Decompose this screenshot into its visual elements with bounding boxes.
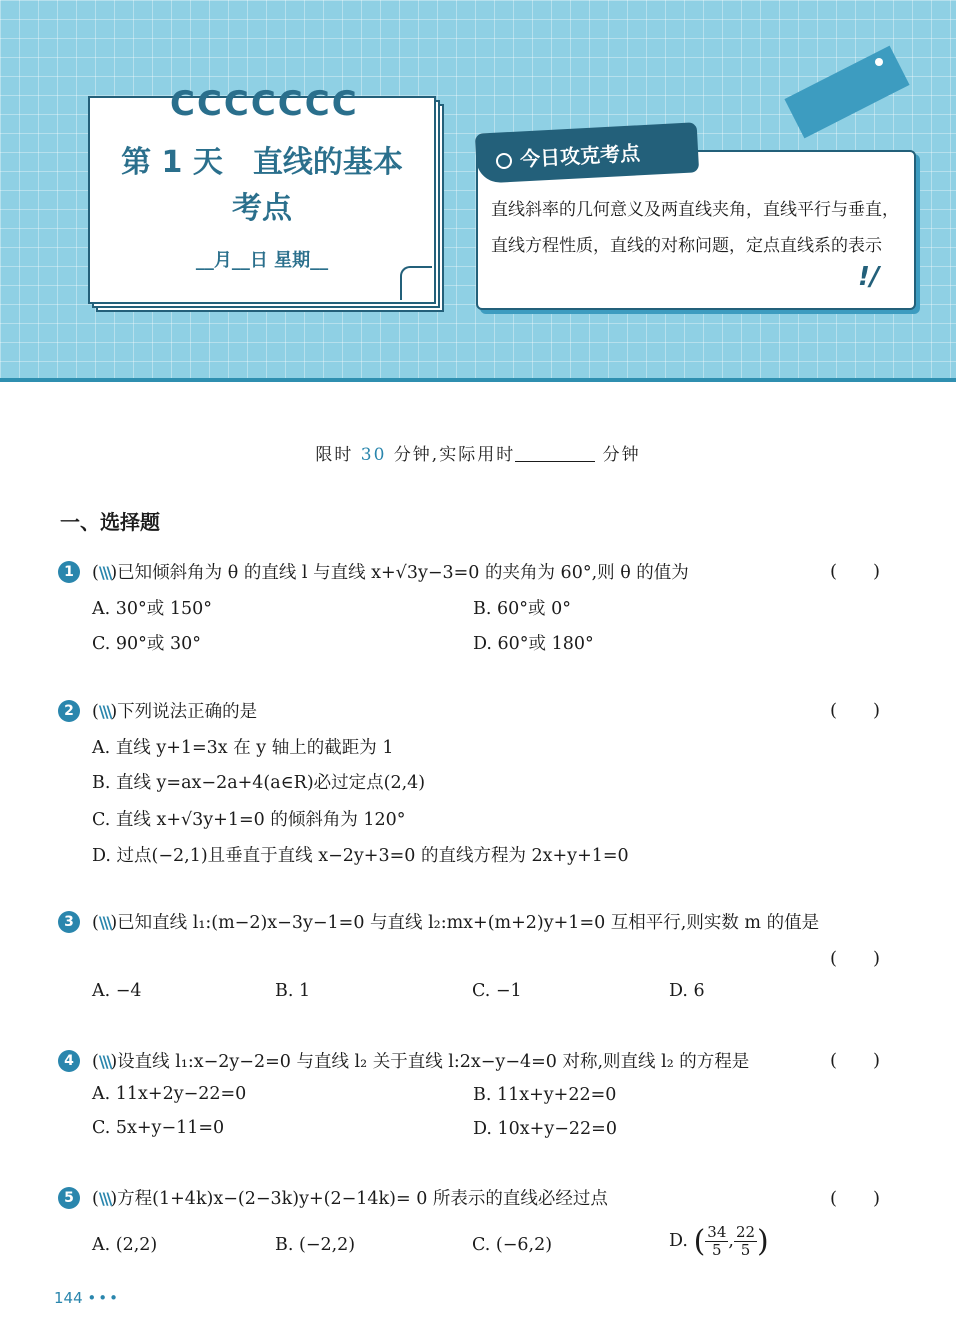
circle-icon bbox=[496, 153, 512, 169]
difficulty-icon: \\\ bbox=[98, 1189, 111, 1208]
timer-minutes: 30 bbox=[360, 445, 387, 465]
day-title bbox=[104, 140, 420, 232]
difficulty-icon: \\\ bbox=[98, 913, 111, 932]
option[interactable]: B. 直线 y=ax−2a+4(a∈R)必过定点(2,4) bbox=[92, 773, 426, 793]
answer-blank[interactable]: () bbox=[830, 948, 917, 969]
paren-close: ) bbox=[757, 1224, 769, 1259]
question-text: )设直线 l₁:x−2y−2=0 与直线 l₂ 关于直线 l:2x−y−4=0 对称,则直线 l₂ 的方程是 bbox=[110, 1052, 750, 1072]
tape-dot bbox=[875, 58, 883, 66]
question-number: 3 bbox=[58, 911, 80, 933]
timer-prefix: 限时 bbox=[315, 445, 354, 465]
option[interactable]: B. 11x+y+22=0 bbox=[473, 1085, 617, 1105]
option[interactable]: A. (2,2) bbox=[92, 1235, 158, 1255]
difficulty-icon: \\\ bbox=[98, 563, 111, 582]
time-limit bbox=[0, 440, 956, 465]
option[interactable]: B. 60°或 0° bbox=[473, 599, 571, 619]
question-stem: (\\\)已知直线 l₁:(m−2)x−3y−1=0 与直线 l₂:mx+(m+2)y+1=0 互相平行,则实数 m 的值是 bbox=[92, 913, 820, 933]
question-stem: (\\\)下列说法正确的是 bbox=[92, 702, 258, 722]
option[interactable]: A. 直线 y+1=3x 在 y 轴上的截距为 1 bbox=[92, 738, 394, 758]
binder-rings: CCCCCCC bbox=[170, 84, 359, 124]
answer-blank[interactable]: () bbox=[830, 561, 917, 582]
question-stem: (\\\)已知倾斜角为 θ 的直线 l 与直线 x+√3y−3=0 的夹角为 60°,则 θ 的值为 bbox=[92, 563, 689, 583]
keypoints-text: 直线斜率的几何意义及两直线夹角，直线平行与垂直，直线方程性质，直线的对称问题，定点直线系的表示 bbox=[491, 200, 899, 256]
option[interactable]: C. 直线 x+√3y+1=0 的倾斜角为 120° bbox=[92, 810, 406, 830]
timer-blank[interactable] bbox=[515, 447, 595, 462]
denominator: 5 bbox=[712, 1241, 722, 1259]
option[interactable]: C. 90°或 30° bbox=[92, 634, 201, 654]
option[interactable]: D. 10x+y−22=0 bbox=[473, 1119, 617, 1139]
timer-suffix: 分钟 bbox=[602, 445, 641, 465]
option[interactable]: C. −1 bbox=[472, 981, 522, 1001]
paren-open: ( bbox=[693, 1224, 706, 1259]
question-stem: (\\\)方程(1+4k)x−(2−3k)y+(2−14k)= 0 所表示的直线必经过点 bbox=[92, 1189, 608, 1209]
question-number: 1 bbox=[58, 561, 80, 583]
question-text: )已知倾斜角为 θ 的直线 l 与直线 x+√3y−3=0 的夹角为 60°,则 θ 的值为 bbox=[110, 563, 689, 583]
question-number: 2 bbox=[58, 700, 80, 722]
question-stem: (\\\)设直线 l₁:x−2y−2=0 与直线 l₂ 关于直线 l:2x−y−4=0 对称,则直线 l₂ 的方程是 bbox=[92, 1052, 750, 1072]
option[interactable]: B. (−2,2) bbox=[275, 1235, 356, 1255]
answer-blank[interactable]: () bbox=[830, 1188, 917, 1209]
timer-mid: 分钟,实际用时 bbox=[393, 445, 516, 465]
option[interactable]: D. 过点(−2,1)且垂直于直线 x−2y+3=0 的直线方程为 2x+y+1=0 bbox=[92, 846, 629, 866]
separator: , bbox=[728, 1231, 734, 1251]
page-footer bbox=[54, 1289, 120, 1307]
option[interactable]: D. 60°或 180° bbox=[473, 634, 594, 654]
page-number: 144 bbox=[54, 1289, 83, 1307]
option-d-fraction[interactable] bbox=[669, 1224, 769, 1259]
question-text: )方程(1+4k)x−(2−3k)y+(2−14k)= 0 所表示的直线必经过点 bbox=[110, 1189, 608, 1209]
option-label: D. bbox=[669, 1231, 688, 1251]
exclamation-icon: !/ bbox=[858, 262, 880, 292]
fraction bbox=[734, 1224, 757, 1259]
option[interactable]: C. 5x+y−11=0 bbox=[92, 1118, 225, 1138]
date-line: __月__日 星期__ bbox=[195, 250, 329, 271]
header-divider bbox=[0, 378, 956, 382]
numerator: 22 bbox=[735, 1223, 756, 1241]
question-text: )下列说法正确的是 bbox=[110, 702, 258, 722]
option[interactable]: A. 11x+2y−22=0 bbox=[92, 1084, 247, 1104]
difficulty-icon: \\\ bbox=[98, 702, 111, 721]
option[interactable]: D. 6 bbox=[669, 981, 705, 1001]
day-title-line2: 考点 bbox=[232, 191, 292, 226]
keypoints-tab-label: 今日攻克考点 bbox=[519, 140, 641, 172]
option[interactable]: C. (−6,2) bbox=[472, 1235, 553, 1255]
option[interactable]: A. 30°或 150° bbox=[92, 599, 212, 619]
fraction bbox=[705, 1224, 728, 1259]
difficulty-icon: \\\ bbox=[98, 1052, 111, 1071]
denominator: 5 bbox=[740, 1241, 751, 1259]
option[interactable]: A. −4 bbox=[92, 981, 142, 1001]
answer-blank[interactable]: () bbox=[830, 700, 917, 721]
answer-blank[interactable]: () bbox=[830, 1050, 917, 1071]
question-text: )已知直线 l₁:(m−2)x−3y−1=0 与直线 l₂:mx+(m+2)y+1=0 互相平行,则实数 m 的值是 bbox=[110, 913, 820, 933]
section-title: 一、选择题 bbox=[60, 510, 160, 534]
option[interactable]: B. 1 bbox=[275, 981, 311, 1001]
question-number: 5 bbox=[58, 1187, 80, 1209]
day-title-line1: 第 1 天 直线的基本 bbox=[121, 145, 403, 180]
numerator: 34 bbox=[707, 1223, 727, 1241]
question-number: 4 bbox=[58, 1050, 80, 1072]
dots-icon: ••• bbox=[87, 1289, 120, 1307]
